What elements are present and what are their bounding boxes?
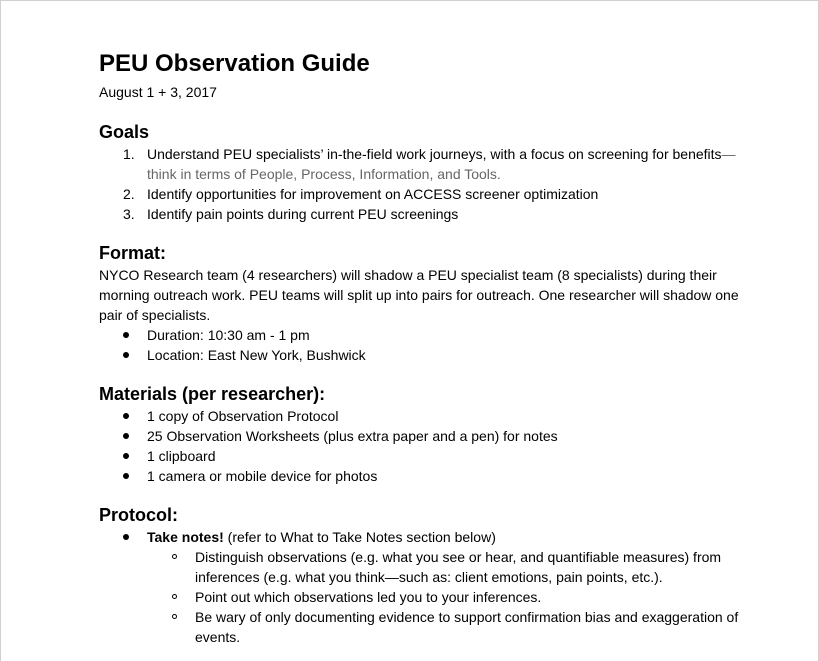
list-number: 2. bbox=[123, 186, 135, 202]
goal-text: Identify opportunities for improvement on ACCESS screener optimization bbox=[147, 186, 599, 202]
protocol-subitem bbox=[99, 607, 739, 647]
goal-item bbox=[99, 204, 739, 224]
document-title: PEU Observation Guide bbox=[99, 50, 370, 77]
protocol-heading: Protocol: bbox=[99, 505, 178, 525]
protocol-list bbox=[99, 527, 739, 547]
protocol-subitem-text: Point out which observations led you to your inferences. bbox=[195, 589, 542, 605]
bullet-icon bbox=[123, 473, 129, 479]
format-item bbox=[99, 345, 739, 365]
bullet-icon bbox=[123, 352, 129, 358]
materials-list bbox=[99, 406, 739, 486]
material-item bbox=[99, 406, 739, 426]
hollow-bullet-icon bbox=[172, 554, 177, 559]
material-item-text: 25 Observation Worksheets (plus extra paper and a pen) for notes bbox=[147, 428, 558, 444]
protocol-item-text: (refer to What to Take Notes section below) bbox=[223, 529, 496, 545]
goals-heading: Goals bbox=[99, 122, 150, 142]
protocol-subitem-text: Be wary of only documenting evidence to support confirmation bias and exaggeration of events. bbox=[195, 609, 739, 645]
materials-heading: Materials (per researcher): bbox=[99, 384, 326, 404]
list-number: 3. bbox=[123, 206, 135, 222]
document-date: August 1 + 3, 2017 bbox=[99, 84, 217, 100]
goals-list bbox=[99, 144, 739, 224]
format-item-text: Duration: 10:30 am - 1 pm bbox=[147, 327, 310, 343]
material-item bbox=[99, 426, 739, 446]
bullet-icon bbox=[123, 534, 129, 540]
protocol-subitem bbox=[99, 587, 739, 607]
goal-item bbox=[99, 144, 739, 184]
bullet-icon bbox=[123, 413, 129, 419]
materials-section bbox=[99, 382, 739, 486]
material-item-text: 1 camera or mobile device for photos bbox=[147, 468, 378, 484]
protocol-sublist bbox=[99, 547, 739, 647]
bullet-icon bbox=[123, 332, 129, 338]
hollow-bullet-icon bbox=[172, 594, 177, 599]
protocol-subitem bbox=[99, 547, 739, 587]
goal-text: Understand PEU specialists’ in-the-field work journeys, with a focus on screening for benefits bbox=[147, 146, 722, 162]
goal-note: —think in terms of People, Process, Information, and Tools. bbox=[147, 146, 736, 182]
material-item-text: 1 clipboard bbox=[147, 448, 216, 464]
format-item bbox=[99, 325, 739, 345]
goal-item bbox=[99, 184, 739, 204]
bullet-icon bbox=[123, 433, 129, 439]
protocol-section bbox=[99, 503, 739, 647]
goal-text: Identify pain points during current PEU screenings bbox=[147, 206, 459, 222]
protocol-item bbox=[99, 527, 739, 547]
document-body bbox=[99, 49, 739, 647]
format-list bbox=[99, 325, 739, 365]
format-item-text: Location: East New York, Bushwick bbox=[147, 347, 366, 363]
hollow-bullet-icon bbox=[172, 614, 177, 619]
bullet-icon bbox=[123, 453, 129, 459]
material-item bbox=[99, 466, 739, 486]
goals-section bbox=[99, 120, 739, 224]
protocol-subitem-text: Distinguish observations (e.g. what you see or hear, and quantifiable measures) from inferences (e.g. what you think—such as: client emotions, pain points, etc.). bbox=[195, 549, 722, 585]
format-heading: Format: bbox=[99, 243, 166, 263]
list-number: 1. bbox=[123, 146, 135, 162]
material-item-text: 1 copy of Observation Protocol bbox=[147, 408, 339, 424]
format-section bbox=[99, 241, 739, 365]
material-item bbox=[99, 446, 739, 466]
protocol-item-bold: Take notes! bbox=[147, 529, 224, 545]
format-paragraph: NYCO Research team (4 researchers) will shadow a PEU specialist team (8 specialists) during their morning outreach work. PEU teams will split up into pairs for outreach. One researcher will shadow one pair of specialists. bbox=[99, 267, 739, 323]
